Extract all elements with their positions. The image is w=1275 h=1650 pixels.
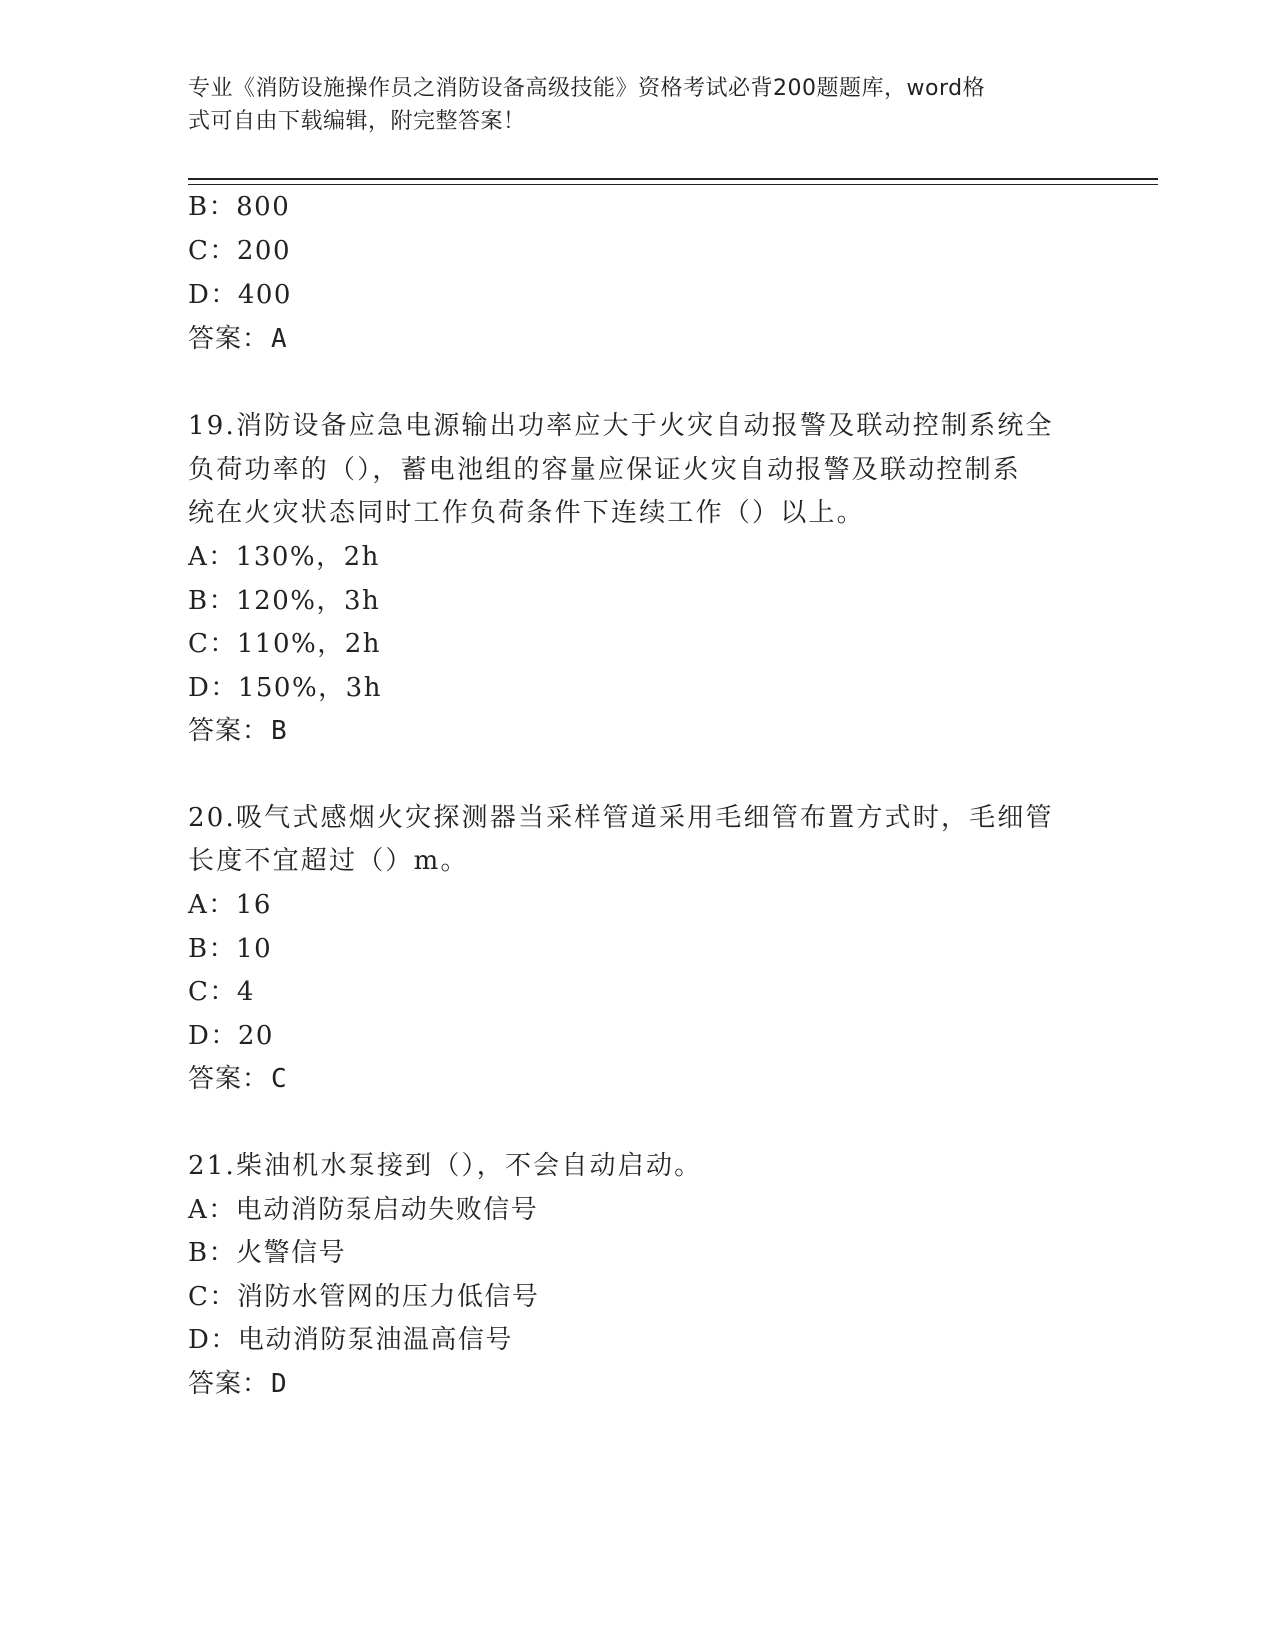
question-19-line-1: 19.消防设备应急电源输出功率应大于火灾自动报警及联动控制系统全 bbox=[188, 411, 1054, 441]
question-19-line-3: 统在火灾状态同时工作负荷条件下连续工作（）以上。 bbox=[188, 498, 865, 528]
answer-line bbox=[188, 710, 288, 747]
question-19-line-2: 负荷功率的（），蓄电池组的容量应保证火灾自动报警及联动控制系 bbox=[188, 455, 1022, 485]
option-d: D：400 bbox=[188, 280, 292, 310]
option-c: C：110%，2h bbox=[188, 629, 382, 659]
option-d: D：150%，3h bbox=[188, 673, 382, 703]
answer-label: 答案： bbox=[188, 1369, 270, 1399]
option-c: C：200 bbox=[188, 236, 292, 266]
answer-label: 答案： bbox=[188, 324, 270, 354]
option-b: B：120%，3h bbox=[188, 586, 381, 616]
answer-value: A bbox=[271, 324, 288, 354]
option-a: A：电动消防泵启动失败信号 bbox=[188, 1195, 539, 1225]
option-d: D：20 bbox=[188, 1021, 274, 1051]
question-21-line-1: 21.柴油机水泵接到（），不会自动启动。 bbox=[188, 1151, 703, 1181]
option-c: C：消防水管网的压力低信号 bbox=[188, 1282, 540, 1312]
option-b: B：火警信号 bbox=[188, 1238, 347, 1268]
option-b: B：10 bbox=[188, 934, 273, 964]
document-header bbox=[188, 72, 1068, 138]
question-20-line-1: 20.吸气式感烟火灾探测器当采样管道采用毛细管布置方式时，毛细管 bbox=[188, 803, 1054, 833]
header-divider-thin bbox=[188, 184, 1158, 185]
answer-label: 答案： bbox=[188, 716, 270, 746]
answer-line bbox=[188, 318, 288, 355]
option-a: A：130%，2h bbox=[188, 542, 380, 572]
header-divider-thick bbox=[188, 178, 1158, 180]
answer-label: 答案： bbox=[188, 1064, 270, 1094]
option-c: C：4 bbox=[188, 977, 255, 1007]
answer-line bbox=[188, 1363, 288, 1400]
option-d: D：电动消防泵油温高信号 bbox=[188, 1325, 513, 1355]
header-line-1: 专业《消防设施操作员之消防设备高级技能》资格考试必背200题题库，word格 bbox=[188, 76, 986, 101]
answer-value: C bbox=[271, 1064, 288, 1094]
option-b: B：800 bbox=[188, 192, 291, 222]
header-line-2: 式可自由下载编辑，附完整答案！ bbox=[188, 109, 526, 134]
question-20-line-2: 长度不宜超过（）m。 bbox=[188, 846, 469, 876]
answer-value: B bbox=[271, 716, 288, 746]
option-a: A：16 bbox=[188, 890, 272, 920]
answer-line bbox=[188, 1058, 288, 1095]
answer-value: D bbox=[271, 1369, 288, 1399]
